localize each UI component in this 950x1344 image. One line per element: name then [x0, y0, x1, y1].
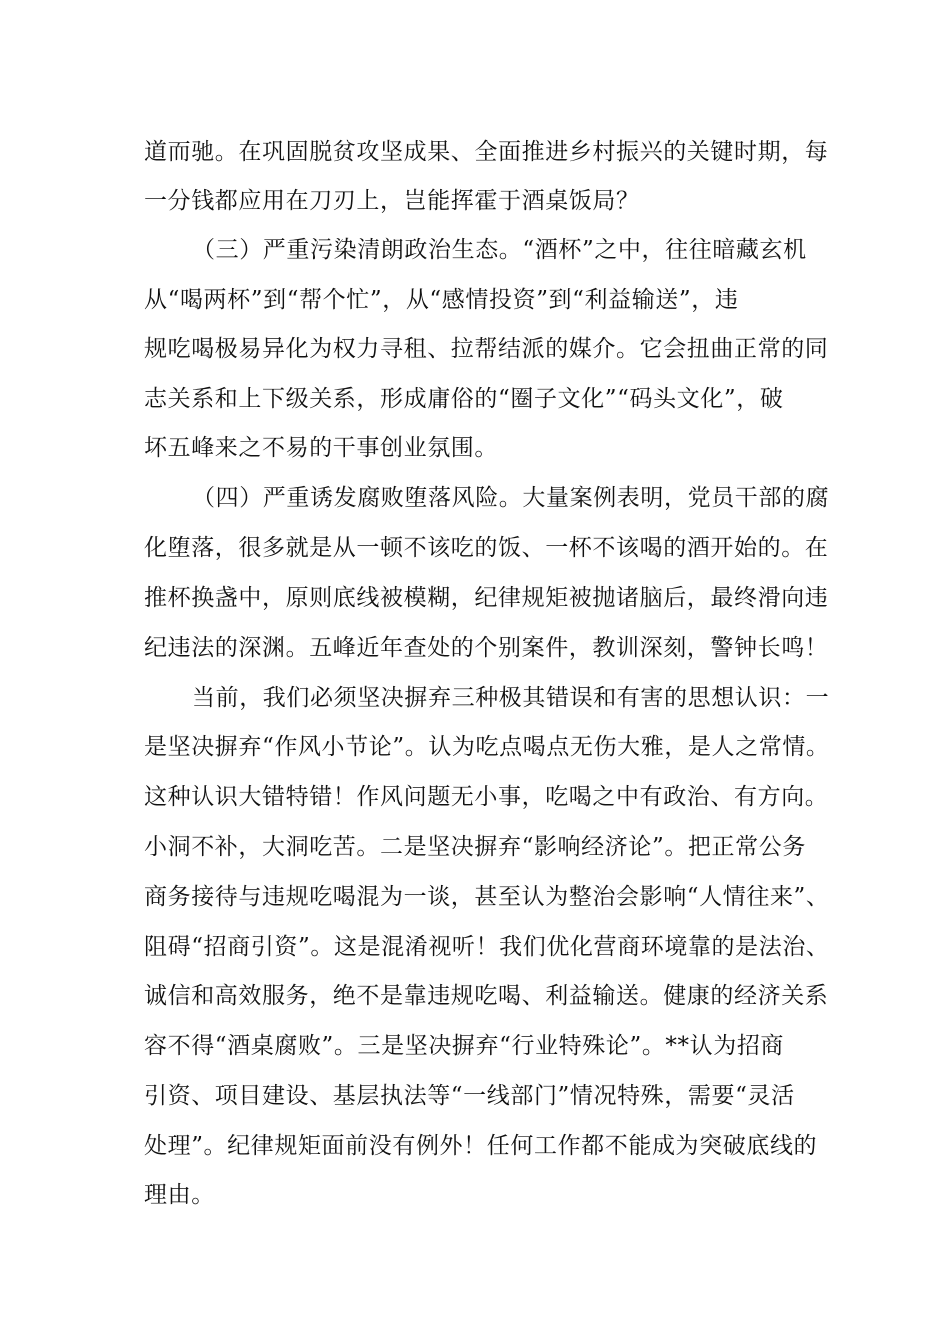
- text-line: 小洞不补，大洞吃苦。二是坚决摒弃“影响经济论”。把正常公务: [144, 834, 806, 860]
- paragraph-heading-line: （四）严重诱发腐败堕落风险。大量案例表明，党员干部的腐: [192, 485, 830, 511]
- text-line: 引资、项目建设、基层执法等“一线部门”情况特殊，需要“灵活: [144, 1083, 795, 1109]
- text-line: 阻碍“招商引资”。这是混淆视听！我们优化营商环境靠的是法治、: [144, 934, 830, 960]
- text-line: 纪违法的深渊。五峰近年查处的个别案件，教训深刻，警钟长鸣！: [144, 635, 829, 661]
- paragraph-first-line: 当前，我们必须坚决摒弃三种极其错误和有害的思想认识：一: [192, 685, 830, 711]
- text-line: 诚信和高效服务，绝不是靠违规吃喝、利益输送。健康的经济关系: [144, 983, 829, 1009]
- text-line: 这种认识大错特错！作风问题无小事，吃喝之中有政治、有方向。: [144, 784, 829, 810]
- paragraph-heading-line: （三）严重污染清朗政治生态。“酒杯”之中，往往暗藏玄机: [192, 237, 807, 263]
- text-line: 容不得“酒桌腐败”。三是坚决摒弃“行业特殊论”。**认为招商: [144, 1033, 785, 1059]
- text-line: 坏五峰来之不易的干事创业氛围。: [144, 435, 498, 461]
- text-line: 推杯换盏中，原则底线被模糊，纪律规矩被抛诸脑后，最终滑向违: [144, 585, 829, 611]
- text-line: 从“喝两杯”到“帮个忙”，从“感情投资”到“利益输送”，违: [144, 287, 739, 313]
- text-line: 志关系和上下级关系，形成庸俗的“圈子文化”“码头文化”，破: [144, 386, 784, 412]
- text-line: 处理”。纪律规矩面前没有例外！任何工作都不能成为突破底线的: [144, 1133, 818, 1159]
- text-line: 化堕落，很多就是从一顿不该吃的饭、一杯不该喝的酒开始的。在: [144, 535, 829, 561]
- text-line: 理由。: [144, 1182, 215, 1208]
- text-line: 一分钱都应用在刀刃上，岂能挥霍于酒桌饭局？: [144, 188, 640, 214]
- text-line: 规吃喝极易异化为权力寻租、拉帮结派的媒介。它会扭曲正常的同: [144, 336, 829, 362]
- text-line: 是坚决摒弃“作风小节论”。认为吃点喝点无伤大雅，是人之常情。: [144, 734, 830, 760]
- text-line: 道而驰。在巩固脱贫攻坚成果、全面推进乡村振兴的关键时期，每: [144, 139, 829, 165]
- text-line: 商务接待与违规吃喝混为一谈，甚至认为整治会影响“人情往来”、: [144, 884, 830, 910]
